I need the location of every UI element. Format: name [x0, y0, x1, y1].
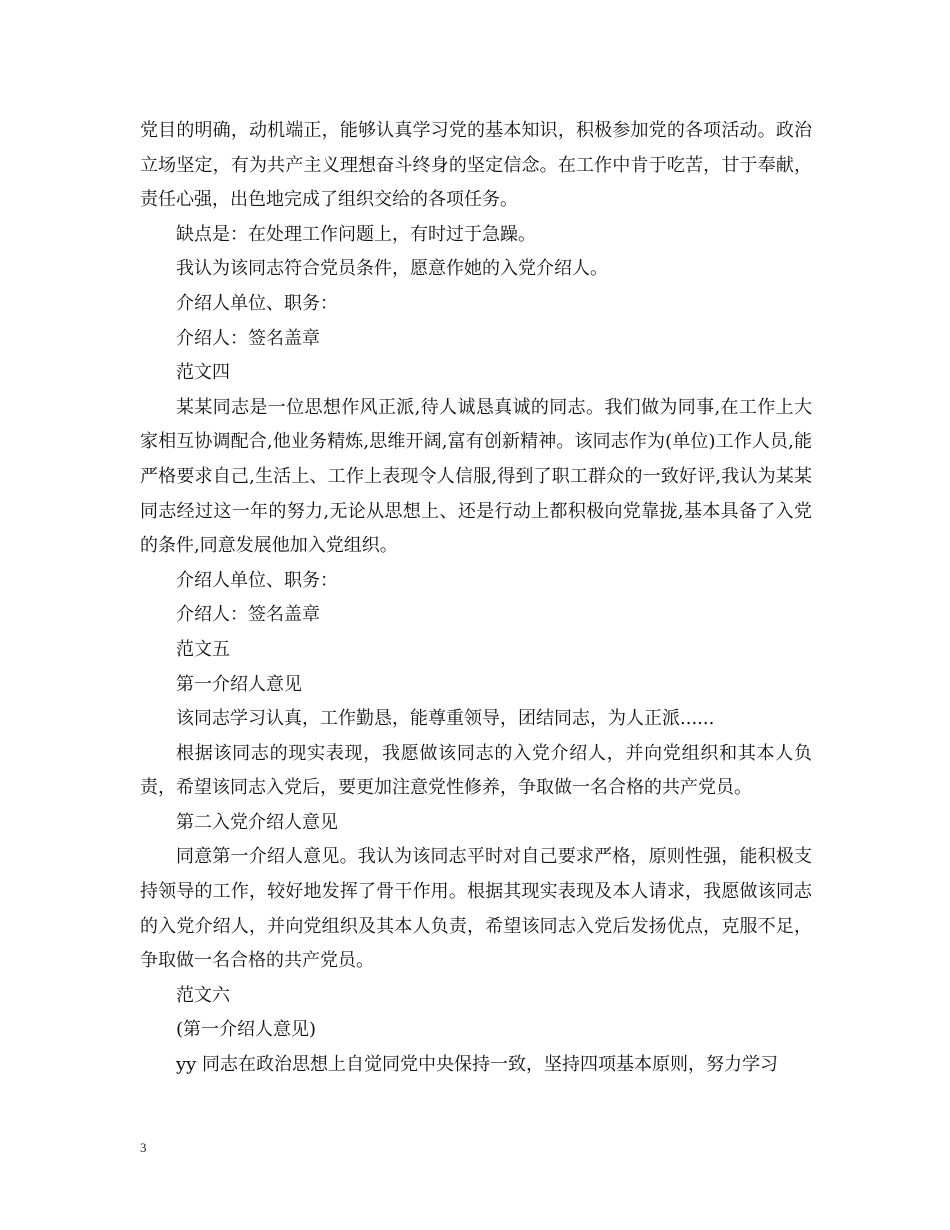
subsection-heading: 第二入党介绍人意见 [176, 811, 338, 833]
section-heading: 范文五 [176, 638, 230, 660]
paragraph: 同意第一介绍人意见。我认为该同志平时对自己要求严格，原则性强，能积极支持领导的工作，较好地发挥了骨干作用。根据其现实表现及本人请求，我愿做该同志的入党介绍人，并向党组织及其本人负责，希望该同志入党后发扬优点，克服不足，争取做一名合格的共产党员。 [140, 846, 812, 972]
paragraph: yy 同志在政治思想上自觉同党中央保持一致，坚持四项基本原则，努力学习 [176, 1054, 779, 1076]
page-number: 3 [140, 1140, 147, 1155]
subsection-heading: (第一介绍人意见) [176, 1019, 317, 1041]
subsection-heading: 第一介绍人意见 [176, 673, 302, 695]
section-heading: 范文四 [176, 362, 230, 384]
paragraph: 某某同志是一位思想作风正派,待人诚恳真诚的同志。我们做为同事,在工作上大家相互协调配合,他业务精炼,思维开阔,富有创新精神。该同志作为(单位)工作人员,能严格要求自己,生活上、工作上表现令人信服,得到了职工群众的一致好评,我认为某某同志经过这一年的努力,无论从思想上、还是行动上都积极向党靠拢,基本具备了入党的条件,同意发展他加入党组织。 [140, 396, 812, 557]
section-heading: 范文六 [176, 984, 230, 1006]
paragraph: 党目的明确，动机端正，能够认真学习党的基本知识，积极参加党的各项活动。政治立场坚定，有为共产主义理想奋斗终身的坚定信念。在工作中肯于吃苦，甘于奉献，责任心强，出色地完成了组织交给的各项任务。 [140, 120, 812, 211]
paragraph: 根据该同志的现实表现，我愿做该同志的入党介绍人，并向党组织和其本人负责，希望该同志入党后，要更加注意党性修养，争取做一名合格的共产党员。 [140, 742, 812, 799]
paragraph: 缺点是：在处理工作问题上，有时过于急躁。 [176, 223, 536, 245]
paragraph: 介绍人单位、职务： [176, 292, 338, 314]
paragraph: 该同志学习认真，工作勤恳，能尊重领导，团结同志，为人正派...... [176, 708, 715, 730]
paragraph: 介绍人单位、职务： [176, 569, 338, 591]
paragraph: 我认为该同志符合党员条件，愿意作她的入党介绍人。 [176, 258, 608, 280]
document-body [140, 114, 812, 1083]
paragraph: 介绍人：签名盖章 [176, 327, 320, 349]
paragraph: 介绍人：签名盖章 [176, 604, 320, 626]
